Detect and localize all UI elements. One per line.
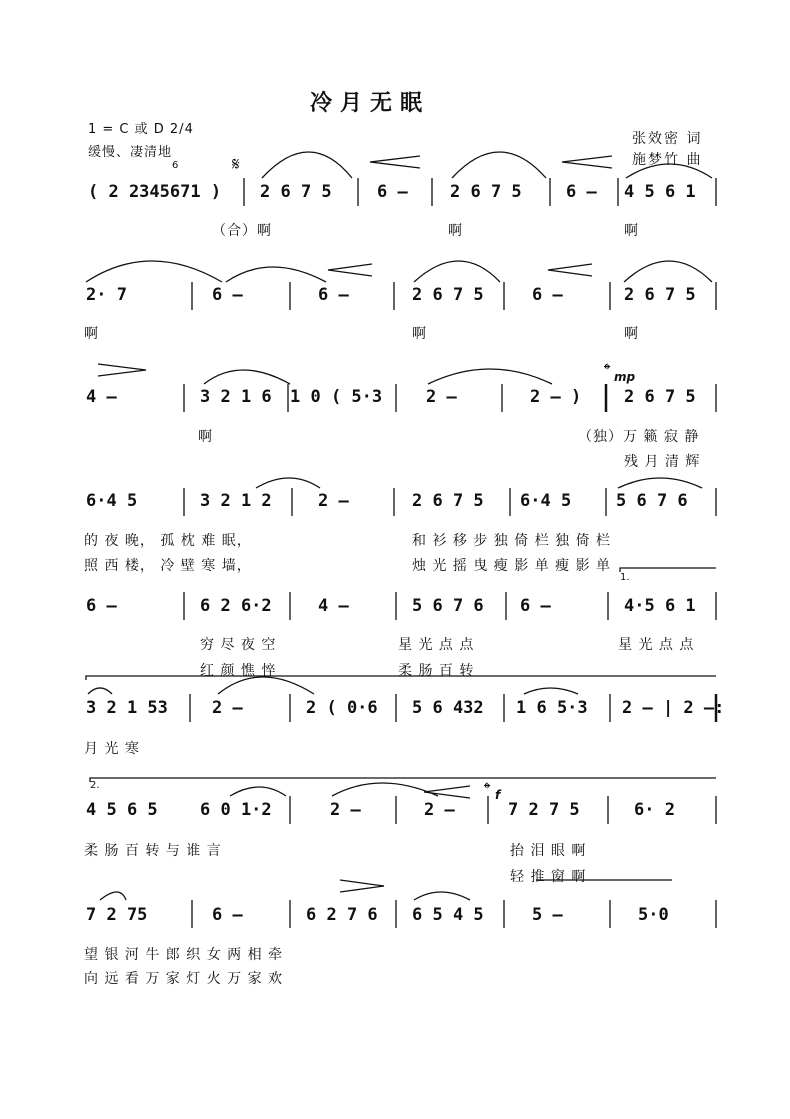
measure-note: 6 2 7 6: [306, 905, 378, 925]
lyric-line: 穷 尽 夜 空: [200, 637, 277, 653]
volta-1-label: 1.: [620, 572, 630, 583]
measure-note: 6 –: [377, 182, 408, 202]
lyric-line: 啊: [412, 326, 427, 342]
measure-note: 2 6 7 5: [412, 491, 484, 511]
lyric-line: 月 光 寒: [84, 741, 140, 757]
key-signature: 1 = C 或 D 2/4: [88, 122, 194, 137]
measure-note: 2 6 7 5: [412, 285, 484, 305]
measure-note: 1 6 5·3: [516, 698, 588, 718]
measure-note: 5 6 7 6: [616, 491, 688, 511]
measure-note: 2 6 7 5: [624, 387, 696, 407]
measure-note: 2 –: [318, 491, 349, 511]
tuplet-number: 6: [172, 160, 179, 171]
lyric-line: 啊: [84, 326, 99, 342]
measure-note: 2 –: [330, 800, 361, 820]
measure-note: 6 5 4 5: [412, 905, 484, 925]
lyric-line: 啊: [624, 326, 639, 342]
dynamic-mp: mp: [614, 370, 636, 384]
lyric-line: 柔 肠 百 转: [398, 663, 475, 679]
measure-note: 2 6 7 5: [624, 285, 696, 305]
measure-note: 6 –: [86, 596, 117, 616]
lyric-line: 照 西 楼， 冷 壁 寒 墙，: [84, 558, 252, 574]
lyric-line: 啊: [198, 429, 213, 445]
measure-note: 6·4 5: [520, 491, 572, 511]
measure-note: 7 2 7 5: [508, 800, 580, 820]
lyric-line: 抬 泪 眼 啊: [510, 843, 587, 859]
lyric-line: 星 光 点 点: [618, 637, 695, 653]
measure-note: 6 –: [212, 285, 243, 305]
measure-note: 7 2 75: [86, 905, 148, 925]
segno-icon: 𝄋: [232, 154, 240, 175]
coda-icon: 𝄌: [604, 360, 611, 381]
measure-note: 5·0: [638, 905, 669, 925]
measure-note: ( 2 2345671 ): [88, 182, 222, 202]
lyric-line: （合）啊: [212, 223, 272, 239]
lyric-line: 柔 肠 百 转 与 谁 言: [84, 843, 222, 859]
lyric-line: 轻 推 窗 啊: [510, 869, 587, 885]
lyric-line: 残 月 清 辉: [624, 454, 701, 470]
lyric-line: 红 颜 憔 悴: [200, 663, 277, 679]
tempo-marking: 缓慢、凄清地: [88, 145, 173, 160]
measure-note: 2 6 7 5: [260, 182, 332, 202]
page-title: 冷月无眠: [310, 91, 431, 116]
measure-note: 6 –: [566, 182, 597, 202]
measure-note: 6 2 6·2: [200, 596, 272, 616]
lyric-line: 星 光 点 点: [398, 637, 475, 653]
measure-note: 2 6 7 5: [450, 182, 522, 202]
measure-note: 3 2 1 53: [86, 698, 168, 718]
lyric-line: 望 银 河 牛 郎 织 女 两 相 牵: [84, 947, 284, 963]
measure-note: 6·4 5: [86, 491, 138, 511]
lyricist-credit: 张效密 词: [632, 131, 703, 147]
measure-note: 4·5 6 1: [624, 596, 696, 616]
measure-note: 6 –: [520, 596, 551, 616]
composer-credit: 施梦竹 曲: [632, 152, 703, 168]
dynamic-f: f: [495, 788, 501, 802]
measure-note: 3 2 1 2: [200, 491, 272, 511]
measure-note: 2 –: [424, 800, 455, 820]
coda-icon-2: 𝄌: [484, 779, 491, 800]
measure-note: 2 ( 0·6: [306, 698, 378, 718]
measure-note: 5 6 7 6: [412, 596, 484, 616]
measure-note: 2 –: [212, 698, 243, 718]
measure-note: 6 –: [212, 905, 243, 925]
measure-note: 2· 7: [86, 285, 127, 305]
measure-note: 5 –: [532, 905, 563, 925]
measure-note: 6 –: [532, 285, 563, 305]
measure-note: 6 0 1·2: [200, 800, 272, 820]
measure-note: 2 – ): [530, 387, 582, 407]
measure-note: 2 – | 2 –:: [622, 698, 725, 718]
measure-note: 6 –: [318, 285, 349, 305]
lyric-line: 啊: [624, 223, 639, 239]
measure-note: 1 0 ( 5·3: [290, 387, 383, 407]
measure-note: 6· 2: [634, 800, 675, 820]
lyric-line: 向 远 看 万 家 灯 火 万 家 欢: [84, 971, 284, 987]
measure-note: 4 –: [86, 387, 117, 407]
measure-note: 2 –: [426, 387, 457, 407]
measure-note: 4 5 6 1: [624, 182, 696, 202]
volta-2-label: 2.: [90, 780, 100, 791]
lyric-line: （独）万 籁 寂 静: [578, 429, 700, 445]
lyric-line: 的 夜 晚， 孤 枕 难 眠，: [84, 533, 252, 549]
measure-note: 3 2 1 6: [200, 387, 272, 407]
measure-note: 4 5 6 5: [86, 800, 158, 820]
lyric-line: 啊: [448, 223, 463, 239]
lyric-line: 和 衫 移 步 独 倚 栏 独 倚 栏: [412, 533, 612, 549]
measure-note: 4 –: [318, 596, 349, 616]
measure-note: 5 6 432: [412, 698, 484, 718]
lyric-line: 烛 光 摇 曳 瘦 影 单 瘦 影 单: [412, 558, 612, 574]
